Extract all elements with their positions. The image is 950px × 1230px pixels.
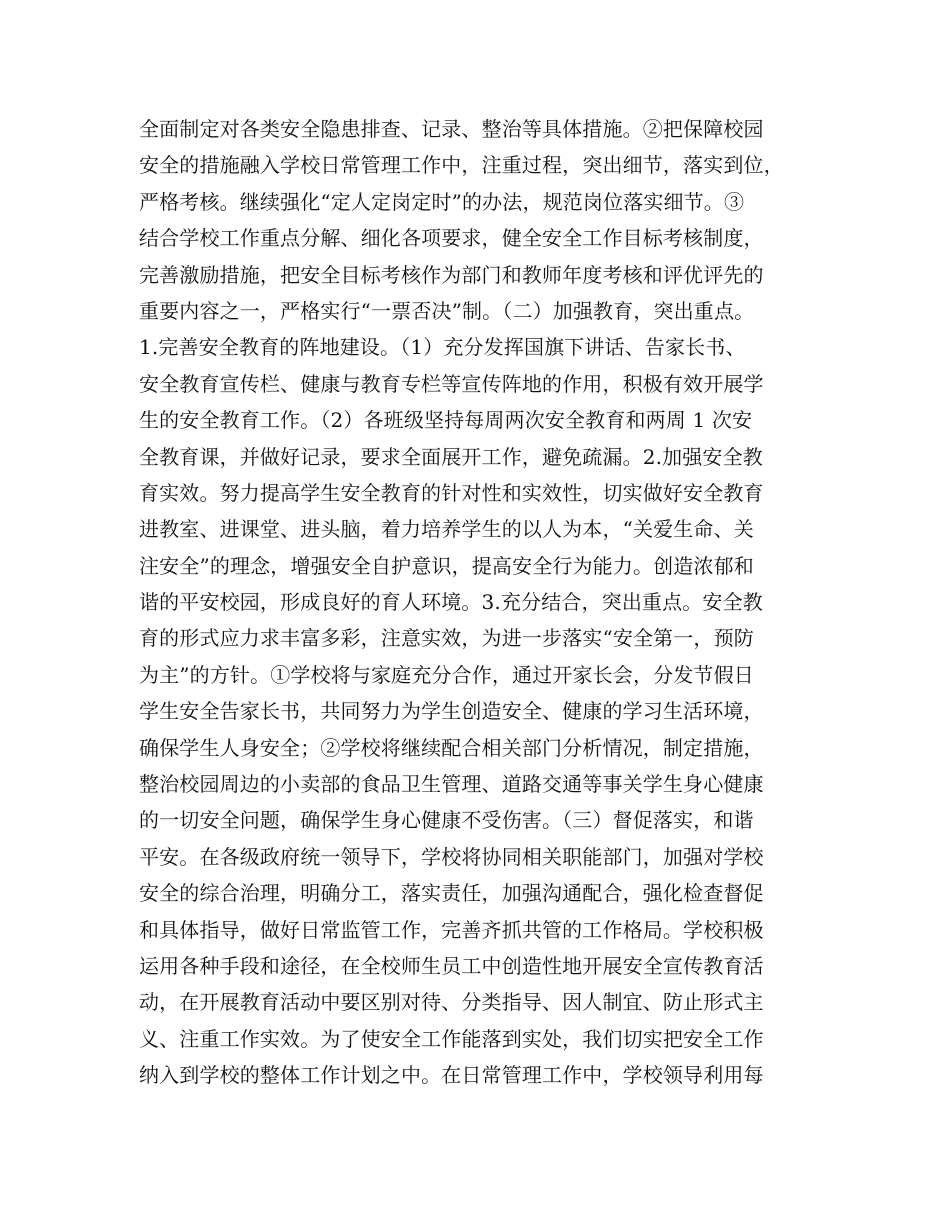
text-line: 学生安全告家长书，共同努力为学生创造安全、健康的学习生活环境， [139,699,764,724]
text-line: 全面制定对各类安全隐患排查、记录、整治等具体措施。②把保障校园 [139,117,764,141]
text-line: 安全的综合治理，明确分工，落实责任，加强沟通配合，强化检查督促 [139,881,764,906]
text-line: 纳入到学校的整体工作计划之中。在日常管理工作中，学校领导利用每 [139,1063,764,1088]
text-line: 生的安全教育工作。（2）各班级坚持每周两次安全教育和两周 1 次安 [139,408,753,433]
text-line: 育实效。努力提高学生安全教育的针对性和实效性，切实做好安全教育 [139,480,764,505]
text-line: 1.完善安全教育的阵地建设。（1）充分发挥国旗下讲话、告家长书、 [139,335,746,360]
text-line: 安全教育宣传栏、健康与教育专栏等宣传阵地的作用，积极有效开展学 [139,371,764,396]
text-line: 义、注重工作实效。为了使安全工作能落到实处，我们切实把安全工作 [139,1026,764,1051]
text-line: 严格考核。继续强化“定人定岗定时”的办法，规范岗位落实细节。③ [139,189,745,214]
text-line: 动，在开展教育活动中要区别对待、分类指导、因人制宜、防止形式主 [139,990,764,1015]
text-line: 重要内容之一，严格实行“一票否决”制。（二）加强教育，突出重点。 [139,298,755,323]
text-line: 谐的平安校园，形成良好的育人环境。3.充分结合，突出重点。安全教 [139,590,763,615]
text-line: 整治校园周边的小卖部的食品卫生管理、道路交通等事关学生身心健康 [139,772,764,797]
text-line: 全教育课，并做好记录，要求全面展开工作，避免疏漏。2.加强安全教 [139,444,763,469]
text-line: 结合学校工作重点分解、细化各项要求，健全安全工作目标考核制度， [139,226,764,251]
body-text [139,111,839,1094]
text-line: 完善激励措施，把安全目标考核作为部门和教师年度考核和评优评先的 [139,262,764,287]
text-line: 注安全”的理念，增强安全自护意识，提高安全行为能力。创造浓郁和 [139,553,754,578]
text-line: 和具体指导，做好日常监管工作，完善齐抓共管的工作格局。学校积极 [139,917,764,942]
text-line: 运用各种手段和途径，在全校师生员工中创造性地开展安全宣传教育活 [139,953,764,978]
text-line: 确保学生人身安全；②学校将继续配合相关部门分析情况，制定措施， [139,735,764,760]
text-line: 平安。在各级政府统一领导下，学校将协同相关职能部门，加强对学校 [139,844,764,869]
text-line: 为主”的方针。①学校将与家庭充分合作，通过开家长会，分发节假日 [139,662,754,687]
text-line: 育的形式应力求丰富多彩，注意实效，为进一步落实“安全第一，预防 [139,626,754,651]
text-line: 安全的措施融入学校日常管理工作中，注重过程，突出细节，落实到位， [139,153,784,178]
text-line: 进教室、进课堂、进头脑，着力培养学生的以人为本，“关爱生命、关 [139,517,754,542]
text-line: 的一切安全问题，确保学生身心健康不受伤害。（三）督促落实，和谐 [139,808,754,833]
